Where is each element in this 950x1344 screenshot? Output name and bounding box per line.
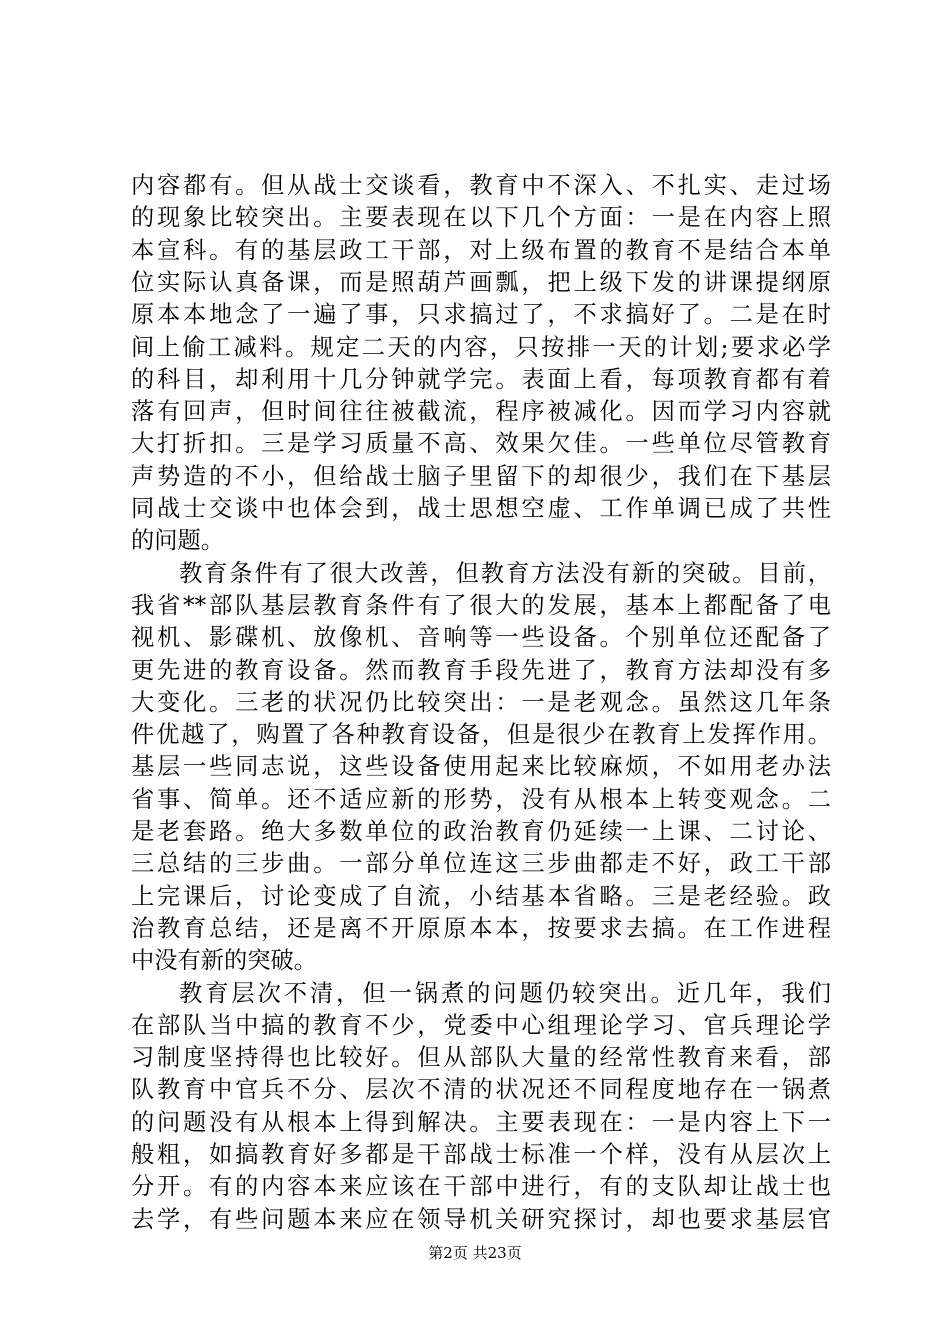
text-line: 原本本地念了一遍了事，只求搞过了，不求搞好了。二是在时 <box>131 301 831 329</box>
text-line: 位实际认真备课，而是照葫芦画瓢，把上级下发的讲课提纲原 <box>131 268 831 296</box>
paragraph-heading-line: 教育层次不清，但一锅煮的问题仍较突出。近几年，我们 <box>179 979 831 1007</box>
text-line: 本宣科。有的基层政工干部，对上级布置的教育不是结合本单 <box>131 236 831 264</box>
text-line: 同战士交谈中也体会到，战士思想空虚、工作单调已成了共性 <box>131 495 831 523</box>
text-line: 的问题没有从根本上得到解决。主要表现在：一是内容上下一 <box>131 1108 831 1136</box>
text-line: 落有回声，但时间往往被截流，程序被减化。因而学习内容就 <box>131 398 831 426</box>
page-number-footer: 第2页 共23页 <box>428 1244 522 1262</box>
text-line: 般粗，如搞教育好多都是干部战士标准一个样，没有从层次上 <box>131 1141 831 1169</box>
text-line: 去学，有些问题本来应在领导机关研究探讨，却也要求基层官 <box>131 1205 831 1233</box>
text-line: 中没有新的突破。 <box>131 947 318 975</box>
text-line: 队教育中官兵不分、层次不清的状况还不同程度地存在一锅煮 <box>131 1076 831 1104</box>
text-line: 是老套路。绝大多数单位的政治教育仍延续一上课、二讨论、 <box>131 818 831 846</box>
text-line: 大变化。三老的状况仍比较突出：一是老观念。虽然这几年条 <box>131 688 831 716</box>
text-line: 三总结的三步曲。一部分单位连这三步曲都走不好，政工干部 <box>131 850 831 878</box>
text-line: 的科目，却利用十几分钟就学完。表面上看，每项教育都有着 <box>131 365 831 393</box>
text-line: 视机、影碟机、放像机、音响等一些设备。个别单位还配备了 <box>131 624 831 652</box>
text-line: 的现象比较突出。主要表现在以下几个方面：一是在内容上照 <box>131 204 831 232</box>
text-line: 件优越了，购置了各种教育设备，但是很少在教育上发挥作用。 <box>131 721 831 749</box>
text-line: 大打折扣。三是学习质量不高、效果欠佳。一些单位尽管教育 <box>131 430 831 458</box>
text-line: 我省**部队基层教育条件有了很大的发展，基本上都配备了电 <box>131 591 831 619</box>
text-line: 省事、简单。还不适应新的形势，没有从根本上转变观念。二 <box>131 785 831 813</box>
text-line: 的问题。 <box>131 527 225 555</box>
text-line: 习制度坚持得也比较好。但从部队大量的经常性教育来看，部 <box>131 1044 831 1072</box>
text-line: 间上偷工减料。规定二天的内容，只按排一天的计划;要求必学 <box>131 333 831 361</box>
text-line: 更先进的教育设备。然而教育手段先进了，教育方法却没有多 <box>131 656 831 684</box>
text-line: 基层一些同志说，这些设备使用起来比较麻烦，不如用老办法 <box>131 753 831 781</box>
text-line: 内容都有。但从战士交谈看，教育中不深入、不扎实、走过场 <box>131 172 831 199</box>
text-line: 上完课后，讨论变成了自流，小结基本省略。三是老经验。政 <box>131 882 831 910</box>
text-line: 治教育总结，还是离不开原原本本，按要求去搞。在工作进程 <box>131 914 831 942</box>
text-line: 分开。有的内容本来应该在干部中进行，有的支队却让战士也 <box>131 1173 831 1201</box>
text-line: 声势造的不小，但给战士脑子里留下的却很少，我们在下基层 <box>131 462 831 490</box>
paragraph-heading-line: 教育条件有了很大改善，但教育方法没有新的突破。目前， <box>179 559 831 587</box>
text-line: 在部队当中搞的教育不少，党委中心组理论学习、官兵理论学 <box>131 1011 831 1039</box>
